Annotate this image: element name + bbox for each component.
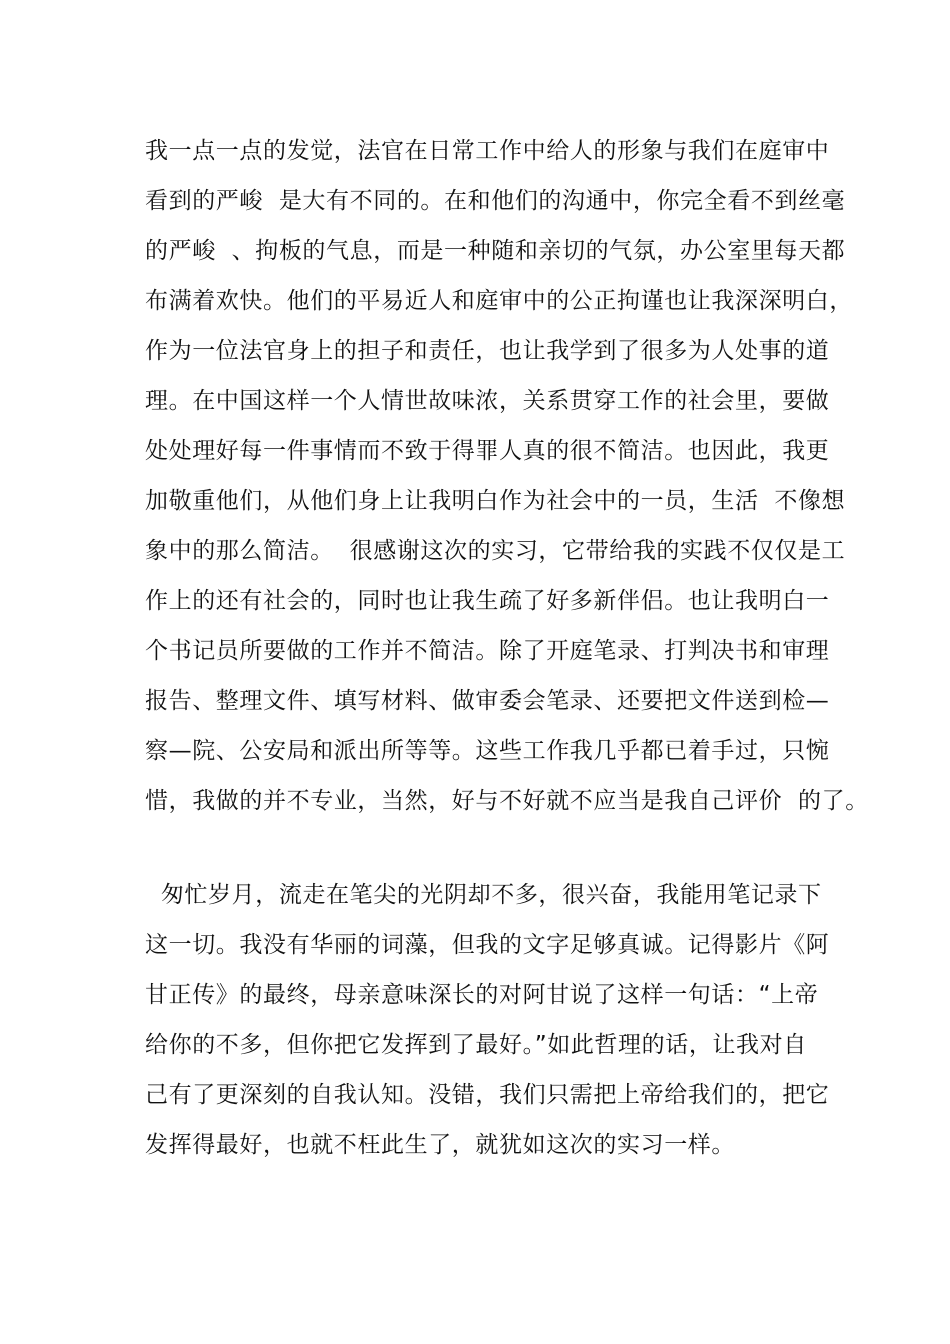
text-line: 我一点一点的发觉，法官在日常工作中给人的形象与我们在庭审中 [145, 138, 830, 164]
text-line: 甘正传》的最终，母亲意味深长的对阿甘说了这样一句话：“上帝 [145, 982, 819, 1008]
text-line: 这一切。我没有华丽的词藻，但我的文字足够真诚。记得影片《阿 [145, 932, 830, 958]
text-line: 理。在中国这样一个人情世故味浓，关系贯穿工作的社会里，要做 [145, 388, 830, 414]
text-line: 作为一位法官身上的担子和责任，也让我学到了很多为人处事的道 [145, 338, 830, 364]
text-line: 个书记员所要做的工作并不简洁。除了开庭笔录、打判决书和审理 [145, 638, 830, 664]
text-line: 看到的严峻 是大有不同的。在和他们的沟通中，你完全看不到丝毫 [145, 188, 846, 214]
text-line: 给你的不多，但你把它发挥到了最好。”如此哲理的话，让我对自 [145, 1032, 807, 1058]
text-line: 己有了更深刻的自我认知。没错，我们只需把上帝给我们的，把它 [145, 1082, 830, 1108]
text-line: 布满着欢快。他们的平易近人和庭审中的公正拘谨也让我深深明白， [145, 288, 853, 314]
text-line: 的严峻 、拘板的气息，而是一种随和亲切的气氛，办公室里每天都 [145, 238, 846, 264]
text-line: 察—院、公安局和派出所等等。这些工作我几乎都已着手过，只惋 [145, 738, 830, 764]
text-line: 惜，我做的并不专业，当然，好与不好就不应当是我自己评价 的了。 [145, 788, 869, 814]
text-line: 匆忙岁月，流走在笔尖的光阴却不多，很兴奋，我能用笔记录下 [145, 882, 822, 908]
text-line: 作上的还有社会的，同时也让我生疏了好多新伴侣。也让我明白一 [145, 588, 830, 614]
text-line: 处处理好每一件事情而不致于得罪人真的很不简洁。也因此，我更 [145, 438, 830, 464]
text-line: 象中的那么简洁。 很感谢这次的实习，它带给我的实践不仅仅是工 [145, 538, 846, 564]
text-line: 报告、整理文件、填写材料、做审委会笔录、还要把文件送到检— [145, 688, 830, 714]
text-line: 发挥得最好，也就不枉此生了，就犹如这次的实习一样。 [145, 1132, 735, 1158]
text-line: 加敬重他们，从他们身上让我明白作为社会中的一员，生活 不像想 [145, 488, 846, 514]
